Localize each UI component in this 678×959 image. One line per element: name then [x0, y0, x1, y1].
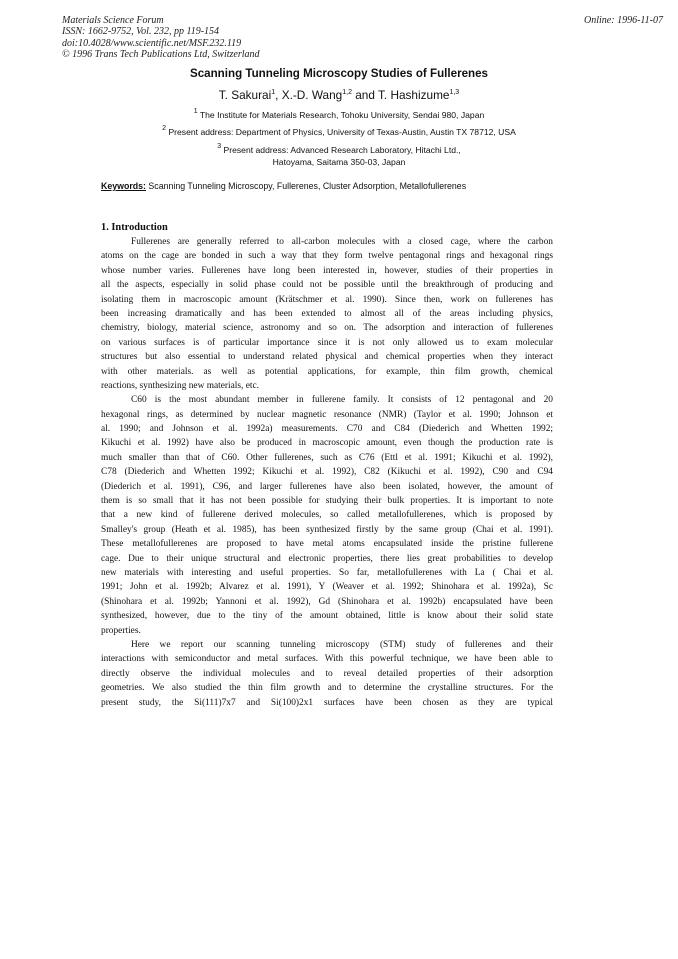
body-text-line: isolating them in macroscopic amount (Krätschmer et al. 1990). Since then, work on fullerenes has: [101, 294, 553, 305]
author-affiliation-mark: 1,2: [342, 89, 352, 96]
affiliation-text: Present address: Department of Physics, University of Texas-Austin, Austin TX 78712, USA: [168, 127, 516, 137]
body-text-line: reactions, synthesizing new materials, etc.: [101, 380, 260, 391]
affiliation-mark: 3: [217, 143, 222, 150]
affiliation-mark: 1: [193, 108, 198, 115]
body-text-line: new materials with interesting and useful properties. So far, metallofullerenes with La ( Chai et al.: [101, 567, 553, 578]
author-separator: ,: [275, 88, 282, 102]
keywords-label: Keywords:: [101, 181, 146, 191]
body-text-line: hexagonal rings, as determined by nuclear magnetic resonance (NMR) (Taylor et al. 1990; Johnson et: [101, 409, 553, 420]
journal-issn: ISSN: 1662-9752, Vol. 232, pp 119-154: [62, 26, 220, 38]
body-text-line: chemistry, biology, material science, astronomy and so on. The adsorption and interaction of fullerenes: [101, 323, 553, 334]
body-text-line: 1991; John et al. 1992b; Alvarez et al. 1991), Y (Weaver et al. 1992; Shinohara et al. 1992a), Sc: [101, 582, 553, 593]
body-text-line: properties.: [101, 625, 141, 636]
body-text-line: whose number varies. Fullerenes have long been interested in, however, studies of their properties in: [101, 265, 553, 276]
journal-doi[interactable]: doi:10.4028/www.scientific.net/MSF.232.119: [62, 37, 242, 49]
body-text-line: much smaller than that of C60. Other fullerenes, such as C76 (Ettl et al. 1991; Kikuchi et al. 1992),: [101, 452, 553, 463]
journal-name: Materials Science Forum: [62, 15, 164, 26]
body-text-line: that a new kind of fullerene derived molecules, so called metallofullerenes, which is proposed by: [101, 510, 553, 521]
author-name: T. Hashizume: [378, 88, 450, 102]
author-name: T. Sakurai: [218, 88, 272, 102]
author-affiliation-mark: 1: [271, 89, 276, 96]
body-text-line: interactions with semiconductor and metal surfaces. With this powerful technique, we have been able to: [101, 654, 553, 665]
affiliation-2: [0, 127, 678, 139]
body-text-line: structures but also essential to understand related physical and chemical properties when they interact: [101, 352, 553, 363]
body-text-line: Here we report our scanning tunneling microscopy (STM) study of fullerenes and their: [131, 639, 553, 650]
author-separator: and: [351, 88, 378, 102]
paper-title: Scanning Tunneling Microscopy Studies of Fullerenes: [189, 67, 489, 80]
body-text-line: These metallofullerenes are proposed to have metal atoms encapsulated inside the pristine fullerene: [101, 539, 553, 550]
body-text-line: them is so small that it has not been possible for studying their bulk properties. It is important to note: [101, 496, 553, 507]
online-date: Online: 1996-11-07: [584, 15, 663, 26]
keywords: [101, 181, 621, 191]
affiliation-1: [0, 110, 678, 122]
body-text-line: all the aspects, especially in solid phase could not be possible until the breakthrough of producing and: [101, 280, 553, 291]
affiliation-text: The Institute for Materials Research, Tohoku University, Sendai 980, Japan: [199, 110, 485, 120]
body-text-line: present study, the Si(111)7x7 and Si(100)2x1 surfaces have been chosen as they are typical: [101, 697, 553, 708]
body-text: [101, 235, 553, 710]
body-text-line: geometries. We also studied the thin film growth and to determine the crystalline structures. For the: [101, 683, 553, 694]
affiliation-text: Present address: Advanced Research Laboratory, Hitachi Ltd.,: [223, 145, 461, 155]
keywords-text: Scanning Tunneling Microscopy, Fullerenes, Cluster Adsorption, Metallofullerenes: [145, 181, 467, 191]
author-list: [0, 88, 678, 102]
body-text-line: al. 1990; and Johnson et al. 1992a) measurements. C70 and C84 (Diederich and Whetten 1992;: [101, 424, 553, 435]
body-text-line: Kikuchi et al. 1992) have also be produced in macroscopic amount, even though the production rate is: [101, 438, 553, 449]
body-text-line: on various surfaces is of particular importance since it is not only allowed us to exam molecular: [101, 337, 553, 348]
affiliation-mark: 2: [162, 125, 167, 132]
body-text-line: directly observe the individual molecules and to reveal detailed properties of their adsorption: [101, 668, 553, 679]
body-text-line: Smalley's group (Heath et al. 1985), has been synthesized firstly by the same group (Chai et al. 1991).: [101, 524, 553, 535]
affiliation-3: [0, 145, 678, 168]
author-name: X.-D. Wang: [281, 88, 343, 102]
affiliation-text: Hatoyama, Saitama 350-03, Japan: [272, 156, 406, 167]
body-text-line: (Shinohara et al. 1992b; Yannoni et al. 1992), Gd (Shinohara et al. 1992b) encapsulated have been: [101, 596, 553, 607]
body-text-line: C60 is the most abundant member in fullerene family. It consists of 12 pentagonal and 20: [131, 395, 553, 406]
body-text-line: (Diederich et al. 1991), C96, and larger fullerenes have also been isolated, however, the amount of: [101, 481, 553, 492]
body-text-line: been increasing dramatically and has been extended to almost all of the areas including physics,: [101, 308, 553, 319]
journal-info: [62, 15, 382, 60]
author-affiliation-mark: 1,3: [449, 89, 460, 96]
body-text-line: with other materials. as well as potential applications, for example, thin film growth, chemical: [101, 366, 553, 377]
section-heading: 1. Introduction: [101, 222, 168, 233]
body-text-line: atoms on the cage are bonded in such a way that they form twelve pentagonal rings and hexagonal rings: [101, 251, 553, 262]
journal-copyright: © 1996 Trans Tech Publications Ltd, Switzerland: [62, 48, 260, 60]
body-text-line: cage. Due to their unique structural and electronic properties, there lies great probabilities to develop: [101, 553, 553, 564]
body-text-line: Fullerenes are generally referred to all-carbon molecules with a closed cage, where the carbon: [131, 237, 553, 247]
body-text-line: synthesized, however, due to the tiny of the amount obtained, little is know about their solid state: [101, 611, 553, 622]
body-text-line: C78 (Diederich and Whetten 1992; Kikuchi et al. 1992), C82 (Kikuchi et al. 1992), C90 and C94: [101, 467, 553, 478]
